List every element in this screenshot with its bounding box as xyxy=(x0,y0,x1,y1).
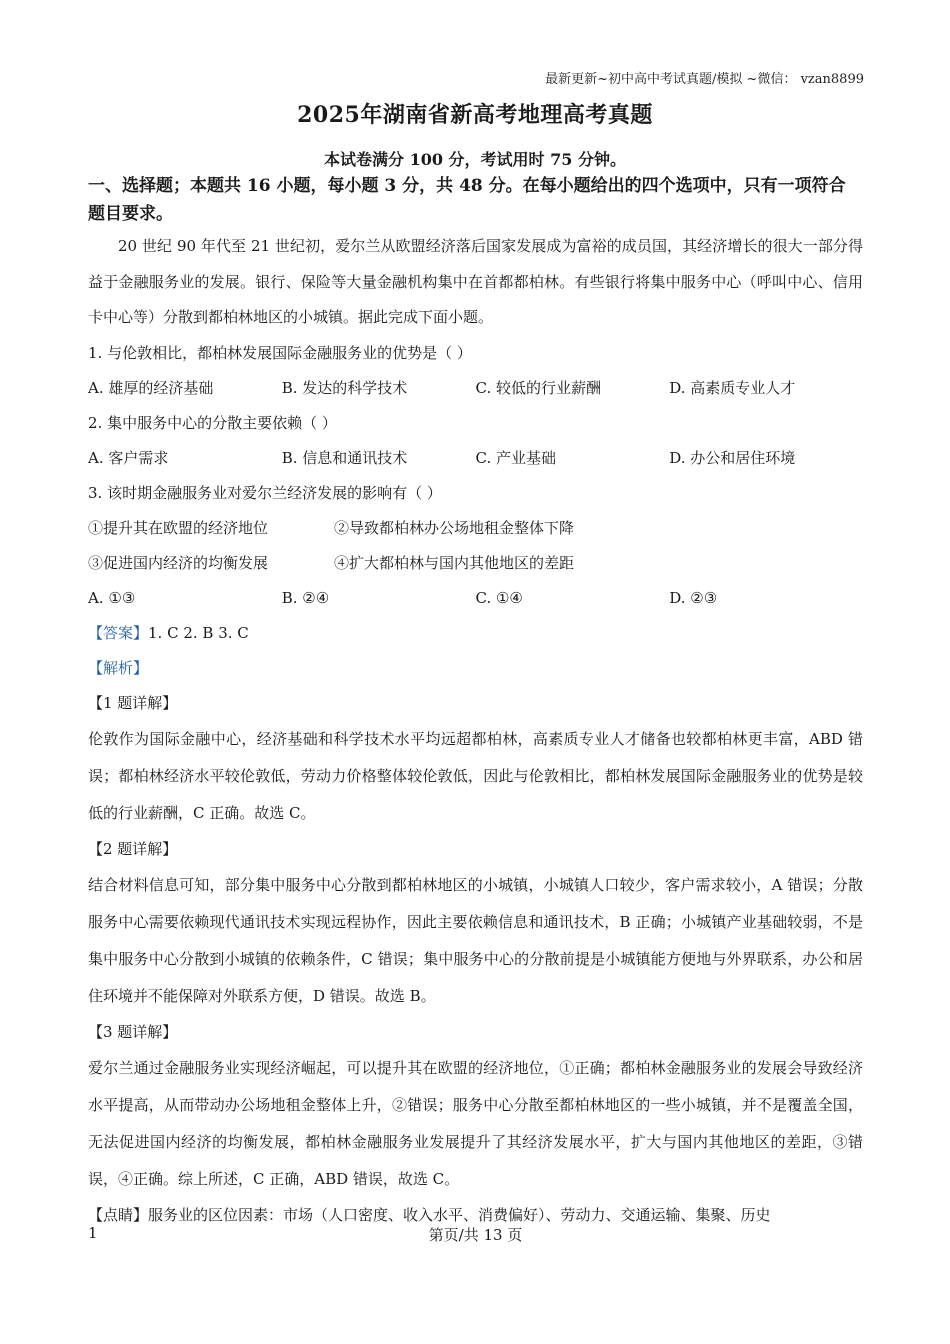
statement-4: ④扩大都柏林与国内其他地区的差距 xyxy=(334,553,575,572)
detail-1-text: 伦敦作为国际金融中心，经济基础和科学技术水平均远超都柏林，高素质专业人才储备也较都柏林更丰富，ABD 错误；都柏林经济水平较伦敦低，劳动力价格整体较伦敦低，因此与伦敦相比，都柏林发展国际金融服务业的优势是较低的行业薪酬，C 正确。故选 C。 xyxy=(88,729,863,822)
option-a: A. 客户需求 xyxy=(88,448,169,467)
option-d: D. 高素质专业人才 xyxy=(669,378,796,397)
exam-info: 本试卷满分 100 分，考试用时 75 分钟。 xyxy=(324,150,626,169)
detail-2-tag: 【2 题详解】 xyxy=(88,839,178,858)
question-1-stem: 1. 与伦敦相比，都柏林发展国际金融服务业的优势是（ ） xyxy=(88,343,472,362)
question-3-statements-row-1 xyxy=(88,511,863,546)
question-3-stem: 3. 该时期金融服务业对爱尔兰经济发展的影响有（ ） xyxy=(88,483,442,502)
option-c: C. ①④ xyxy=(475,588,523,607)
answer-line xyxy=(88,616,863,651)
passage: 20 世纪 90 年代至 21 世纪初，爱尔兰从欧盟经济落后国家发展成为富裕的成员国，其经济增长的很大一部分得益于金融服务业的发展。银行、保险等大量金融机构集中在首都都柏林。有些银行将集中服务中心（呼叫中心、信用卡中心等）分散到都柏林地区的小城镇。据此完成下面小题。 xyxy=(88,237,863,326)
tip-text: 服务业的区位因素：市场（人口密度、收入水平、消费偏好）、劳动力、交通运输、集聚、历史 xyxy=(148,1205,771,1224)
option-d: D. 办公和居住环境 xyxy=(669,448,796,467)
section-heading: 一、选择题；本题共 16 小题，每小题 3 分，共 48 分。在每小题给出的四个选项中，只有一项符合题目要求。 xyxy=(88,176,846,224)
tip-tag: 【点睛】 xyxy=(88,1205,149,1224)
page-number: 1 xyxy=(88,1224,98,1242)
answer-tag: 【答案】 xyxy=(88,623,149,642)
option-b: B. ②④ xyxy=(281,588,330,607)
option-b: B. 信息和通讯技术 xyxy=(281,448,408,467)
detail-3-tag: 【3 题详解】 xyxy=(88,1022,178,1041)
header-note: 最新更新~初中高中考试真题/模拟 ~微信： vzan8899 xyxy=(545,72,864,87)
analysis-line xyxy=(88,651,863,686)
statement-3: ③促进国内经济的均衡发展 xyxy=(88,553,269,572)
question-3-options xyxy=(88,581,863,616)
document-body xyxy=(88,229,863,1233)
page-count: 第页/共 13 页 xyxy=(428,1226,523,1244)
statement-2: ②导致都柏林办公场地租金整体下降 xyxy=(334,518,575,537)
detail-1-tag: 【1 题详解】 xyxy=(88,693,178,712)
detail-2-text: 结合材料信息可知，部分集中服务中心分散到都柏林地区的小城镇，小城镇人口较少，客户需求较小，A 错误；分散服务中心需要依赖现代通讯技术实现远程协作，因此主要依赖信息和通讯技术，B 正确；小城镇产业基础较弱，不是集中服务中心分散到小城镇的依赖条件，C 错误；集中服务中心的分散前提是小城镇能方便地与外界联系，办公和居住环境并不能保障对外联系方便，D 错误。故选 B。 xyxy=(88,875,863,1005)
option-a: A. 雄厚的经济基础 xyxy=(88,378,214,397)
option-a: A. ①③ xyxy=(88,588,136,607)
answer-text: 1. C 2. B 3. C xyxy=(148,623,249,642)
statement-1: ①提升其在欧盟的经济地位 xyxy=(88,518,269,537)
detail-3-text: 爱尔兰通过金融服务业实现经济崛起，可以提升其在欧盟的经济地位，①正确；都柏林金融服务业的发展会导致经济水平提高，从而带动办公场地租金整体上升，②错误；服务中心分散至都柏林地区的一些小城镇，并不是覆盖全国，无法促进国内经济的均衡发展，都柏林金融服务业发展提升了其经济发展水平，扩大与国内其他地区的差距，③错误，④正确。综上所述，C 正确，ABD 错误，故选 C。 xyxy=(88,1058,863,1188)
question-2-stem: 2. 集中服务中心的分散主要依赖（ ） xyxy=(88,413,337,432)
option-b: B. 发达的科学技术 xyxy=(281,378,408,397)
option-c: C. 产业基础 xyxy=(475,448,556,467)
page-title: 2025年湖南省新高考地理高考真题 xyxy=(297,102,653,128)
analysis-tag: 【解析】 xyxy=(88,658,149,677)
question-2-options xyxy=(88,441,863,476)
question-3-statements-row-2 xyxy=(88,546,863,581)
option-c: C. 较低的行业薪酬 xyxy=(475,378,601,397)
question-1-options xyxy=(88,371,863,406)
option-d: D. ②③ xyxy=(669,588,718,607)
